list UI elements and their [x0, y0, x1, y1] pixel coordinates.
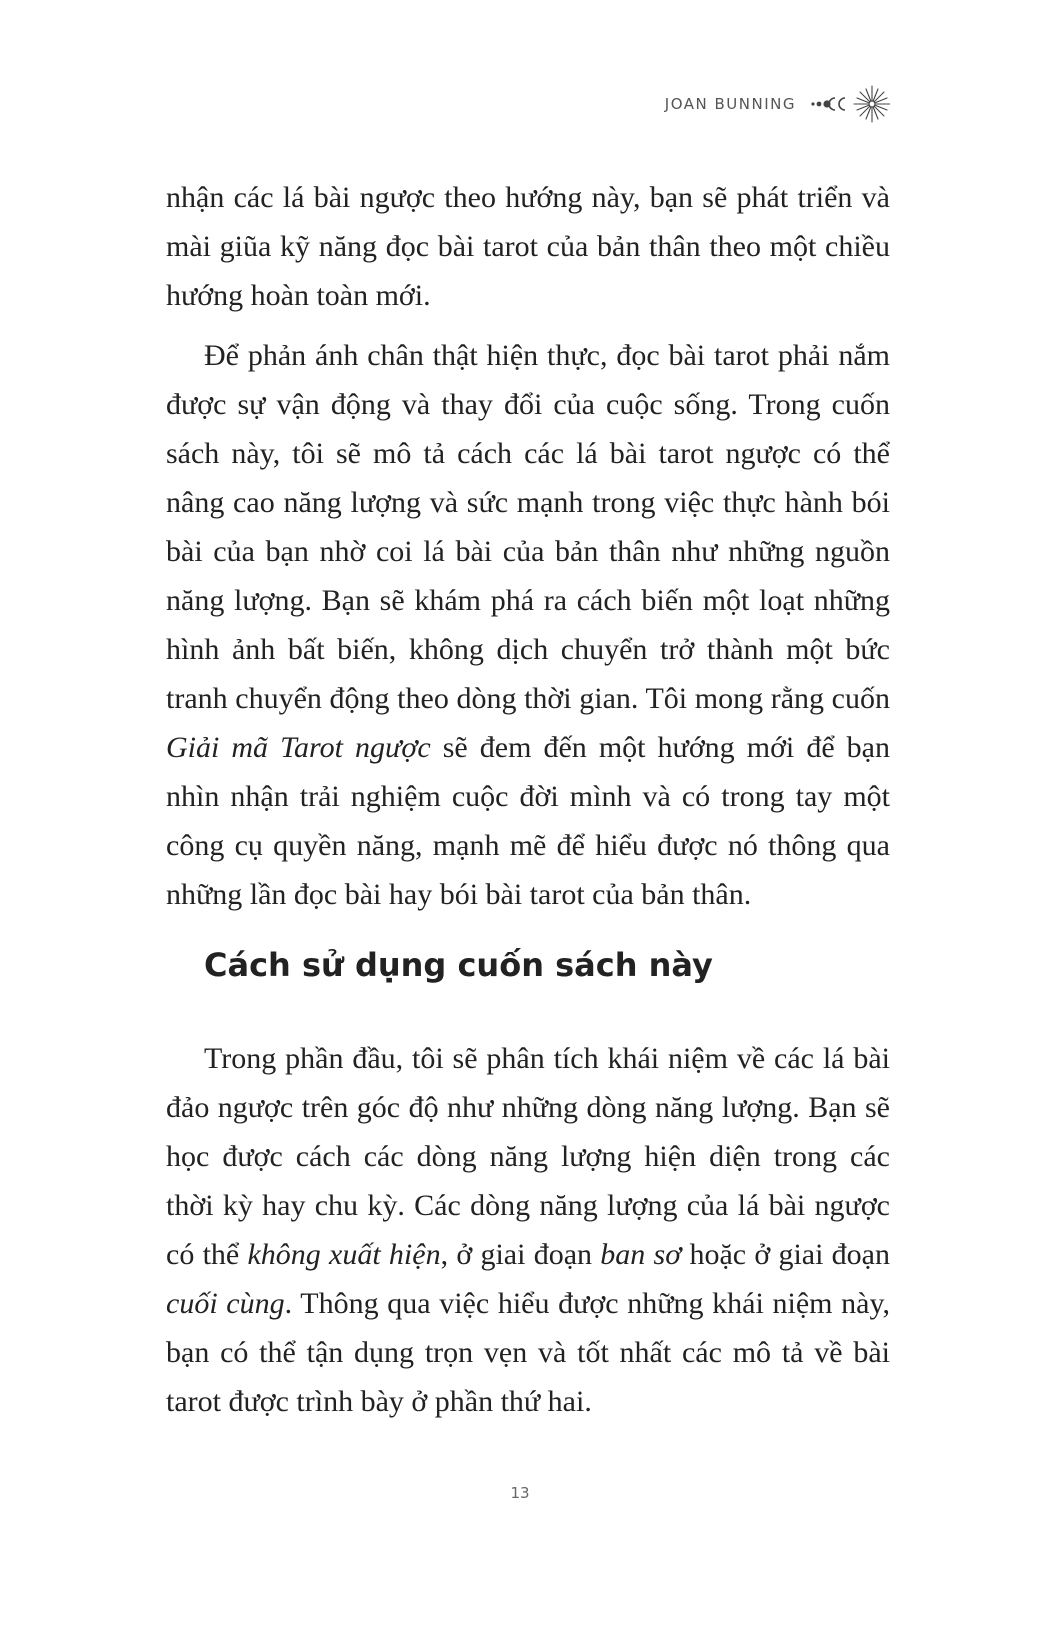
author-name: JOAN BUNNING: [664, 95, 796, 113]
paragraph-3: [166, 1034, 890, 1426]
paragraph-3-part-3: hoặc ở giai đoạn: [681, 1238, 890, 1271]
italic-term-2: ban sơ: [600, 1238, 682, 1271]
paragraph-2: [166, 331, 890, 919]
book-title-italic: Giải mã Tarot ngược: [166, 731, 431, 764]
paragraph-2-text: [166, 331, 890, 919]
italic-term-1: không xuất hiện: [247, 1238, 441, 1271]
paragraph-2-text-start: Để phản ánh chân thật hiện thực, đọc bài tarot phải nắm được sự vận động và thay đổi của cuộc sống. Trong cuốn sách này, tôi sẽ mô tả cách các lá bài tarot ngược có thể nâng cao năng lượng và sức mạnh trong việc thực hành bói bài của bạn nhờ coi lá bài của bản thân như những nguồn năng lượng. Bạn sẽ khám phá ra cách biến một loạt những hình ảnh bất biến, không dịch chuyển trở thành một bức tranh chuyển động theo dòng thời gian. Tôi mong rằng cuốn: [166, 339, 890, 715]
running-head: [665, 84, 890, 124]
paragraph-2-text-end: sẽ đem đến một hướng mới để bạn nhìn nhận trải nghiệm cuộc đời mình và có trong tay một công cụ quyền năng, mạnh mẽ để hiểu được nó thông qua những lần đọc bài hay bói bài tarot của bản thân.: [166, 731, 890, 911]
paragraph-3-part-4: . Thông qua việc hiểu được những khái niệm này, bạn có thể tận dụng trọn vẹn và tốt nhất các mô tả về bài tarot được trình bày ở phần thứ hai.: [166, 1287, 891, 1418]
page-number: 13: [510, 1484, 530, 1502]
section-heading: Cách sử dụng cuốn sách này: [204, 946, 713, 984]
paragraph-1-text: nhận các lá bài ngược theo hướng này, bạn sẽ phát triển và mài giũa kỹ năng đọc bài tarot của bản thân theo một chiều hướng hoàn toàn mới.: [166, 181, 890, 312]
moon-phases-star-icon: [810, 84, 890, 124]
italic-term-3: cuối cùng: [166, 1287, 285, 1320]
paragraph-3-part-2: , ở giai đoạn: [440, 1238, 601, 1271]
paragraph-3-part-1: Trong phần đầu, tôi sẽ phân tích khái niệm về các lá bài đảo ngược trên góc độ như những dòng năng lượng. Bạn sẽ học được cách các dòng năng lượng hiện diện trong các thời kỳ hay chu kỳ. Các dòng năng lượng của lá bài ngược có thể: [166, 1042, 890, 1271]
paragraph-continued: [166, 173, 890, 320]
paragraph-3-text: [166, 1034, 890, 1426]
